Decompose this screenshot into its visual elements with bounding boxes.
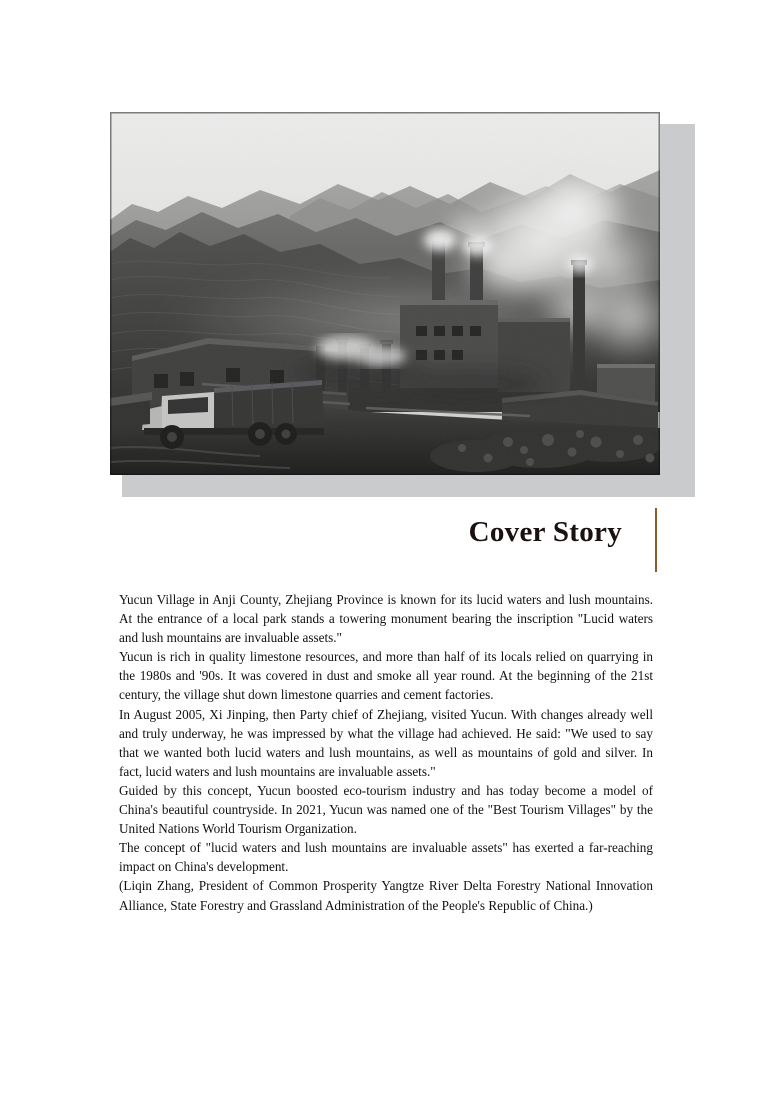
cover-photo-block [110,112,660,475]
page-title: Cover Story [468,516,622,548]
paragraph: Guided by this concept, Yucun boosted eco-tourism industry and has today become a model of China's beautiful countryside. In 2021, Yucun was named one of the "Best Tourism Villages" by the United Nations World Tourism Organization. [119,782,653,837]
paragraph-author-note: (Liqin Zhang, President of Common Prosperity Yangtze River Delta Forestry National Innovation Alliance, State Forestry and Grassland Administration of the People's Republic of China.) [119,878,653,913]
heading-vertical-rule [655,508,657,572]
photo-frame [110,112,660,475]
paragraph: Yucun Village in Anji County, Zhejiang Province is known for its lucid waters and lush mountains. At the entrance of a local park stands a towering monument bearing the inscription "Lucid waters and lush mountains are invaluable assets." [119,592,653,646]
article-body [119,590,653,915]
paragraph: The concept of "lucid waters and lush mountains are invaluable assets" has exerted a far-reaching impact on China's development. [119,840,653,875]
factory-photograph [110,112,660,475]
paragraph: Yucun is rich in quality limestone resources, and more than half of its locals relied on quarrying in the 1980s and '90s. It was covered in dust and smoke all year round. At the beginning of the 21st century, the village shut down limestone quarries and cement factories. [119,649,653,703]
cover-story-heading [110,506,660,576]
paragraph: In August 2005, Xi Jinping, then Party chief of Zhejiang, visited Yucun. With changes already well and truly underway, he was impressed by what the village had achieved. He said: "We used to say that we wanted both lucid waters and lush mountains, as well as mountains of gold and silver. In fact, lucid waters and lush mountains are invaluable assets." [119,706,653,779]
